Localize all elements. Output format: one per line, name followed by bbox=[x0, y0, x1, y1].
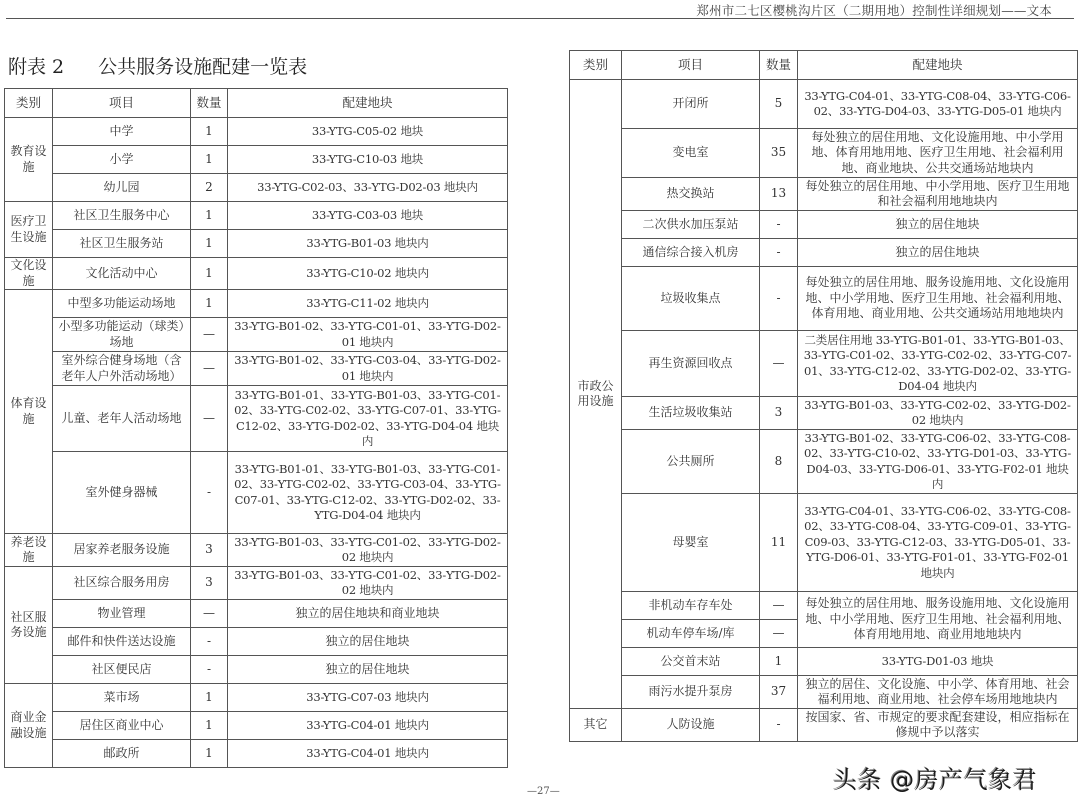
location-cell: 33-YTG-C03-03 地块 bbox=[228, 202, 508, 230]
table-row bbox=[570, 178, 1078, 211]
item-cell: 居住区商业中心 bbox=[53, 712, 191, 740]
table-row bbox=[570, 129, 1078, 178]
quantity-cell: - bbox=[760, 211, 798, 239]
facility-table-right bbox=[569, 50, 1078, 742]
item-cell: 文化活动中心 bbox=[53, 258, 191, 290]
table-row bbox=[5, 452, 508, 534]
location-cell: 33-YTG-C04-01 地块内 bbox=[228, 740, 508, 768]
location-cell: 33-YTG-B01-03、33-YTG-C01-02、33-YTG-D02-02 地块内 bbox=[228, 534, 508, 567]
location-cell: 独立的居住地块 bbox=[228, 628, 508, 656]
col-header-category: 类别 bbox=[570, 51, 622, 80]
location-cell: 33-YTG-B01-03 地块内 bbox=[228, 230, 508, 258]
table-title: 公共服务设施配建一览表 bbox=[98, 56, 308, 78]
location-cell: 33-YTG-C04-01、33-YTG-C06-02、33-YTG-C08-02、33-YTG-C08-04、33-YTG-C09-01、33-YTG-C09-03、33-YTG-C12-03、33-YTG-D05-01、33-YTG-D06-01、33-YTG-F01-01、33-YTG-F02-01 地块内 bbox=[798, 494, 1078, 592]
location-cell: 33-YTG-C11-02 地块内 bbox=[228, 290, 508, 318]
quantity-cell: 3 bbox=[191, 534, 228, 567]
location-cell: 33-YTG-B01-02、33-YTG-C06-02、33-YTG-C08-02、33-YTG-C10-02、33-YTG-D01-03、33-YTG-D04-03、33-YTG-D06-01、33-YTG-F02-01 地块内 bbox=[798, 430, 1078, 494]
quantity-cell: — bbox=[191, 352, 228, 386]
item-cell: 邮件和快件送达设施 bbox=[53, 628, 191, 656]
quantity-cell: - bbox=[191, 656, 228, 684]
table-row bbox=[5, 290, 508, 318]
location-cell: 每处独立的居住用地、文化设施用地、中小学用地、体育用地用地、医疗卫生用地、社会福利用地、商业地块、公共交通场站地块内 bbox=[798, 129, 1078, 178]
location-cell: 二类居住用地 33-YTG-B01-01、33-YTG-B01-03、33-YTG-C01-02、33-YTG-C02-02、33-YTG-C07-01、33-YTG-C12-02、33-YTG-D02-02、33-YTG-D04-04 地块内 bbox=[798, 331, 1078, 397]
page-number: —27— bbox=[527, 786, 560, 797]
location-cell: 33-YTG-B01-02、33-YTG-C03-04、33-YTG-D02-01 地块内 bbox=[228, 352, 508, 386]
table-row bbox=[570, 430, 1078, 494]
item-cell: 社区便民店 bbox=[53, 656, 191, 684]
quantity-cell: 1 bbox=[191, 684, 228, 712]
table-row bbox=[570, 239, 1078, 267]
item-cell: 社区卫生服务站 bbox=[53, 230, 191, 258]
table-row bbox=[5, 684, 508, 712]
location-cell: 33-YTG-B01-01、33-YTG-B01-03、33-YTG-C01-02、33-YTG-C02-02、33-YTG-C07-01、33-YTG-C12-02、33-YTG-D02-02、33-YTG-D04-04 地块内 bbox=[228, 386, 508, 452]
quantity-cell: — bbox=[760, 331, 798, 397]
item-cell: 居家养老服务设施 bbox=[53, 534, 191, 567]
item-cell: 生活垃圾收集站 bbox=[622, 397, 760, 430]
item-cell: 母婴室 bbox=[622, 494, 760, 592]
location-cell: 独立的居住地块 bbox=[228, 656, 508, 684]
category-cell: 医疗卫生设施 bbox=[5, 202, 53, 258]
item-cell: 中学 bbox=[53, 118, 191, 146]
item-cell: 再生资源回收点 bbox=[622, 331, 760, 397]
location-cell: 33-YTG-B01-02、33-YTG-C01-01、33-YTG-D02-01 地块内 bbox=[228, 318, 508, 352]
location-cell: 按国家、省、市规定的要求配套建设，相应指标在修规中予以落实 bbox=[798, 709, 1078, 742]
quantity-cell: 1 bbox=[191, 118, 228, 146]
table-row bbox=[5, 534, 508, 567]
category-cell: 文化设施 bbox=[5, 258, 53, 290]
category-cell: 其它 bbox=[570, 709, 622, 742]
item-cell: 雨污水提升泵房 bbox=[622, 676, 760, 709]
table-row bbox=[5, 174, 508, 202]
item-cell: 中型多功能运动场地 bbox=[53, 290, 191, 318]
item-cell: 变电室 bbox=[622, 129, 760, 178]
quantity-cell: — bbox=[191, 386, 228, 452]
item-cell: 机动车停车场/库 bbox=[622, 620, 760, 648]
table-row bbox=[5, 740, 508, 768]
location-cell: 每处独立的居住用地、中小学用地、医疗卫生用地和社会福利用地地块内 bbox=[798, 178, 1078, 211]
table-row bbox=[570, 494, 1078, 592]
location-cell: 33-YTG-C10-03 地块 bbox=[228, 146, 508, 174]
table-row bbox=[570, 331, 1078, 397]
location-cell: 33-YTG-C07-03 地块内 bbox=[228, 684, 508, 712]
location-cell: 33-YTG-C04-01、33-YTG-C08-04、33-YTG-C06-02、33-YTG-D04-03、33-YTG-D05-01 地块内 bbox=[798, 80, 1078, 129]
item-cell: 二次供水加压泵站 bbox=[622, 211, 760, 239]
item-cell: 垃圾收集点 bbox=[622, 267, 760, 331]
item-cell: 物业管理 bbox=[53, 600, 191, 628]
table-row bbox=[570, 80, 1078, 129]
item-cell: 社区卫生服务中心 bbox=[53, 202, 191, 230]
location-cell: 33-YTG-C05-02 地块 bbox=[228, 118, 508, 146]
quantity-cell: 1 bbox=[191, 290, 228, 318]
col-header-quantity: 数量 bbox=[760, 51, 798, 80]
location-cell: 每处独立的居住用地、服务设施用地、文化设施用地、中小学用地、医疗卫生用地、社会福利用地、体育用地、商业用地、公共交通场站用地地块内 bbox=[798, 267, 1078, 331]
table-row bbox=[5, 318, 508, 352]
location-cell: 33-YTG-C04-01 地块内 bbox=[228, 712, 508, 740]
table-row bbox=[570, 211, 1078, 239]
quantity-cell: 37 bbox=[760, 676, 798, 709]
col-header-item: 项目 bbox=[53, 89, 191, 118]
item-cell: 公交首末站 bbox=[622, 648, 760, 676]
location-cell: 每处独立的居住用地、服务设施用地、文化设施用地、中小学用地、医疗卫生用地、社会福利用地、体育用地用地、商业用地地块内 bbox=[798, 592, 1078, 648]
item-cell: 菜市场 bbox=[53, 684, 191, 712]
col-header-location: 配建地块 bbox=[228, 89, 508, 118]
table-row bbox=[5, 118, 508, 146]
table-row bbox=[5, 230, 508, 258]
table-row bbox=[5, 628, 508, 656]
table-header-row bbox=[5, 89, 508, 118]
quantity-cell: 1 bbox=[191, 740, 228, 768]
quantity-cell: — bbox=[191, 318, 228, 352]
location-cell: 独立的居住地块 bbox=[798, 211, 1078, 239]
item-cell: 小学 bbox=[53, 146, 191, 174]
table-row bbox=[5, 146, 508, 174]
table-row bbox=[5, 656, 508, 684]
quantity-cell: 3 bbox=[191, 567, 228, 600]
category-cell: 教育设施 bbox=[5, 118, 53, 202]
quantity-cell: 8 bbox=[760, 430, 798, 494]
item-cell: 社区综合服务用房 bbox=[53, 567, 191, 600]
table-row bbox=[5, 258, 508, 290]
category-cell: 养老设施 bbox=[5, 534, 53, 567]
running-header: 郑州市二七区樱桃沟片区（二期用地）控制性详细规划——文本 bbox=[696, 3, 1052, 18]
item-cell: 室外综合健身场地（含老年人户外活动场地） bbox=[53, 352, 191, 386]
watermark: 头条 @房产气象君 bbox=[833, 766, 1038, 794]
table-row bbox=[5, 600, 508, 628]
location-cell: 33-YTG-B01-03、33-YTG-C02-02、33-YTG-D02-02 地块内 bbox=[798, 397, 1078, 430]
quantity-cell: - bbox=[760, 709, 798, 742]
category-cell: 体育设施 bbox=[5, 290, 53, 534]
table-row bbox=[570, 676, 1078, 709]
quantity-cell: — bbox=[760, 592, 798, 620]
location-cell: 独立的居住地块 bbox=[798, 239, 1078, 267]
facility-table-left bbox=[4, 88, 508, 768]
quantity-cell: - bbox=[191, 452, 228, 534]
quantity-cell: 13 bbox=[760, 178, 798, 211]
item-cell: 儿童、老年人活动场地 bbox=[53, 386, 191, 452]
col-header-category: 类别 bbox=[5, 89, 53, 118]
table-row bbox=[5, 352, 508, 386]
col-header-quantity: 数量 bbox=[191, 89, 228, 118]
item-cell: 幼儿园 bbox=[53, 174, 191, 202]
item-cell: 热交换站 bbox=[622, 178, 760, 211]
quantity-cell: 1 bbox=[191, 712, 228, 740]
quantity-cell: 2 bbox=[191, 174, 228, 202]
quantity-cell: 3 bbox=[760, 397, 798, 430]
item-cell: 公共厕所 bbox=[622, 430, 760, 494]
location-cell: 33-YTG-B01-01、33-YTG-B01-03、33-YTG-C01-02、33-YTG-C02-02、33-YTG-C03-04、33-YTG-C07-01、33-YTG-C12-02、33-YTG-D02-02、33-YTG-D04-04 地块内 bbox=[228, 452, 508, 534]
table-header-row bbox=[570, 51, 1078, 80]
quantity-cell: 11 bbox=[760, 494, 798, 592]
item-cell: 人防设施 bbox=[622, 709, 760, 742]
location-cell: 33-YTG-D01-03 地块 bbox=[798, 648, 1078, 676]
table-row bbox=[570, 267, 1078, 331]
item-cell: 开闭所 bbox=[622, 80, 760, 129]
location-cell: 独立的居住地块和商业地块 bbox=[228, 600, 508, 628]
item-cell: 通信综合接入机房 bbox=[622, 239, 760, 267]
category-cell: 社区服务设施 bbox=[5, 567, 53, 684]
table-label: 附表 2 bbox=[8, 56, 65, 78]
table-row bbox=[5, 202, 508, 230]
quantity-cell: 1 bbox=[760, 648, 798, 676]
quantity-cell: - bbox=[760, 239, 798, 267]
quantity-cell: - bbox=[760, 267, 798, 331]
quantity-cell: 35 bbox=[760, 129, 798, 178]
item-cell: 室外健身器械 bbox=[53, 452, 191, 534]
table-row bbox=[5, 712, 508, 740]
col-header-location: 配建地块 bbox=[798, 51, 1078, 80]
page-title bbox=[8, 52, 307, 79]
table-row bbox=[5, 567, 508, 600]
quantity-cell: 1 bbox=[191, 146, 228, 174]
category-cell: 市政公用设施 bbox=[570, 80, 622, 709]
category-cell: 商业金融设施 bbox=[5, 684, 53, 768]
quantity-cell: — bbox=[760, 620, 798, 648]
table-row bbox=[570, 709, 1078, 742]
col-header-item: 项目 bbox=[622, 51, 760, 80]
item-cell: 非机动车存车处 bbox=[622, 592, 760, 620]
table-row bbox=[5, 386, 508, 452]
location-cell: 33-YTG-C02-03、33-YTG-D02-03 地块内 bbox=[228, 174, 508, 202]
quantity-cell: 1 bbox=[191, 258, 228, 290]
item-cell: 小型多功能运动（球类）场地 bbox=[53, 318, 191, 352]
quantity-cell: - bbox=[191, 628, 228, 656]
table-row bbox=[570, 592, 1078, 620]
location-cell: 33-YTG-C10-02 地块内 bbox=[228, 258, 508, 290]
quantity-cell: 5 bbox=[760, 80, 798, 129]
quantity-cell: — bbox=[191, 600, 228, 628]
quantity-cell: 1 bbox=[191, 230, 228, 258]
location-cell: 独立的居住、文化设施、中小学、体育用地、社会福利用地、商业用地、社会停车场用地地块内 bbox=[798, 676, 1078, 709]
location-cell: 33-YTG-B01-03、33-YTG-C01-02、33-YTG-D02-02 地块内 bbox=[228, 567, 508, 600]
table-row bbox=[570, 648, 1078, 676]
table-row bbox=[570, 397, 1078, 430]
header-rule bbox=[6, 18, 1074, 19]
quantity-cell: 1 bbox=[191, 202, 228, 230]
item-cell: 邮政所 bbox=[53, 740, 191, 768]
